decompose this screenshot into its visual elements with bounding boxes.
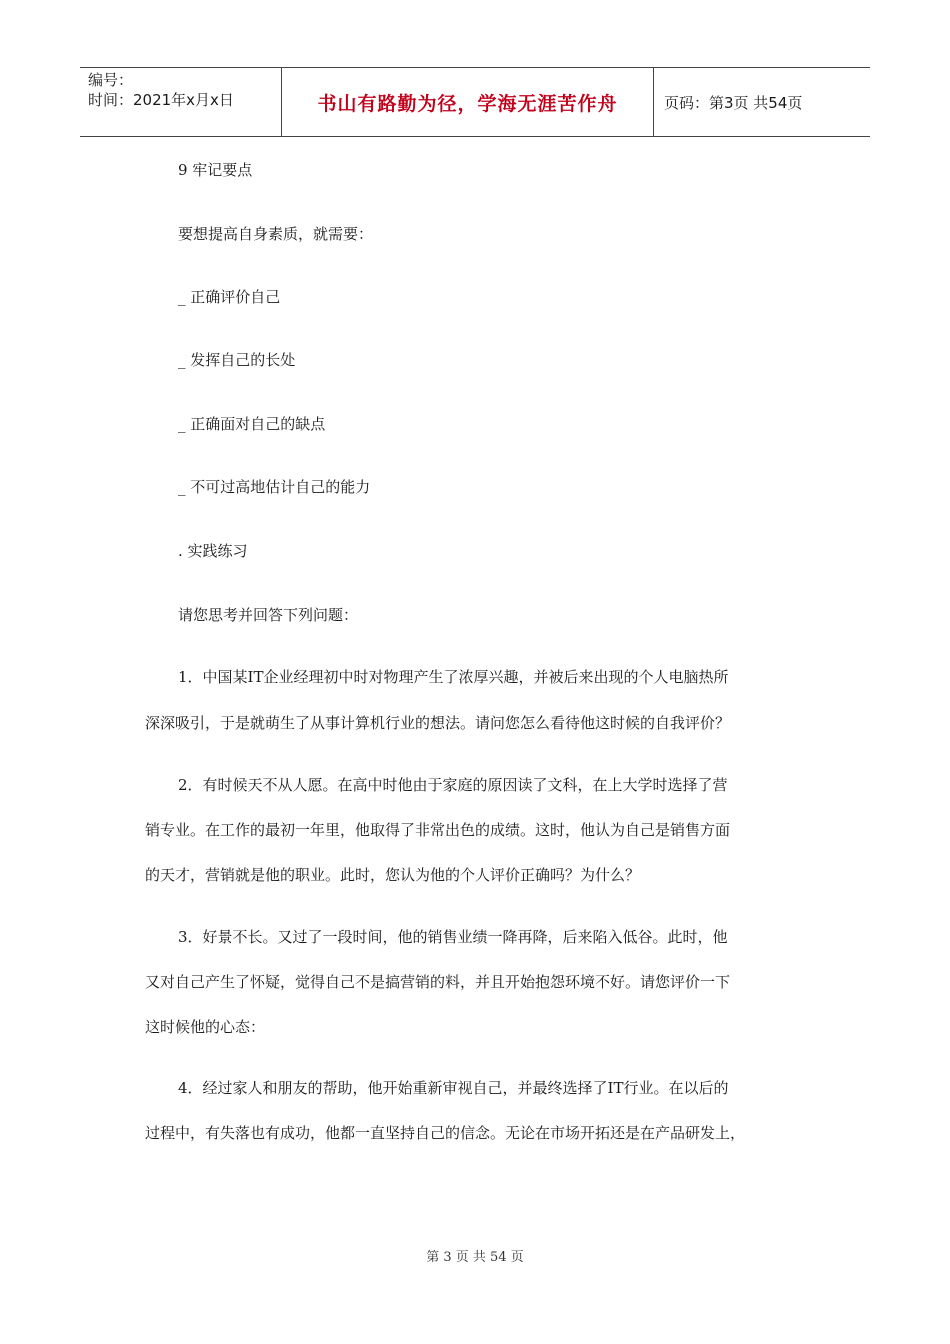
page-header: [80, 67, 870, 137]
question-line: 这时候他的心态：: [145, 1018, 266, 1036]
question-line: 2．有时候天不从人愿。在高中时他由于家庭的原因读了文科，在上大学时选择了营: [178, 776, 728, 794]
key-point: _ 发挥自己的长处: [178, 351, 296, 369]
document-time-label: 时间：2021年x月x日: [88, 91, 234, 109]
header-meta: [80, 68, 282, 136]
question-line: 销专业。在工作的最初一年里，他取得了非常出色的成绩。这时，他认为自己是销售方面: [145, 821, 731, 839]
section-heading: 9 牢记要点: [178, 161, 253, 179]
question-line: 4．经过家人和朋友的帮助，他开始重新审视自己，并最终选择了IT行业。在以后的: [178, 1079, 729, 1097]
question-line: 又对自己产生了怀疑，觉得自己不是搞营销的料，并且开始抱怨环境不好。请您评价一下: [145, 973, 731, 991]
question-line: 的天才，营销就是他的职业。此时，您认为他的个人评价正确吗？为什么？: [145, 866, 641, 884]
question-line: 1．中国某IT企业经理初中时对物理产生了浓厚兴趣，并被后来出现的个人电脑热所: [178, 668, 729, 686]
key-point: _ 不可过高地估计自己的能力: [178, 478, 371, 496]
question-line: 3．好景不长。又过了一段时间，他的销售业绩一降再降，后来陷入低谷。此时，他: [178, 928, 728, 946]
question-intro: 请您思考并回答下列问题：: [178, 606, 359, 624]
practice-title: . 实践练习: [178, 542, 248, 560]
intro-text: 要想提高自身素质，就需要：: [178, 225, 374, 243]
question-line: 深深吸引，于是就萌生了从事计算机行业的想法。请问您怎么看待他这时候的自我评价？: [145, 714, 731, 732]
key-point: _ 正确评价自己: [178, 288, 281, 306]
question-line: 过程中，有失落也有成功，他都一直坚持自己的信念。无论在市场开拓还是在产品研发上，: [145, 1124, 746, 1142]
page-footer: 第 3 页 共 54 页: [426, 1250, 524, 1265]
header-motto: 书山有路勤为径，学海无涯苦作舟: [282, 68, 654, 136]
key-point: _ 正确面对自己的缺点: [178, 415, 326, 433]
document-number-label: 编号：: [88, 71, 134, 89]
header-page-info: 页码：第3页 共54页: [664, 93, 803, 112]
